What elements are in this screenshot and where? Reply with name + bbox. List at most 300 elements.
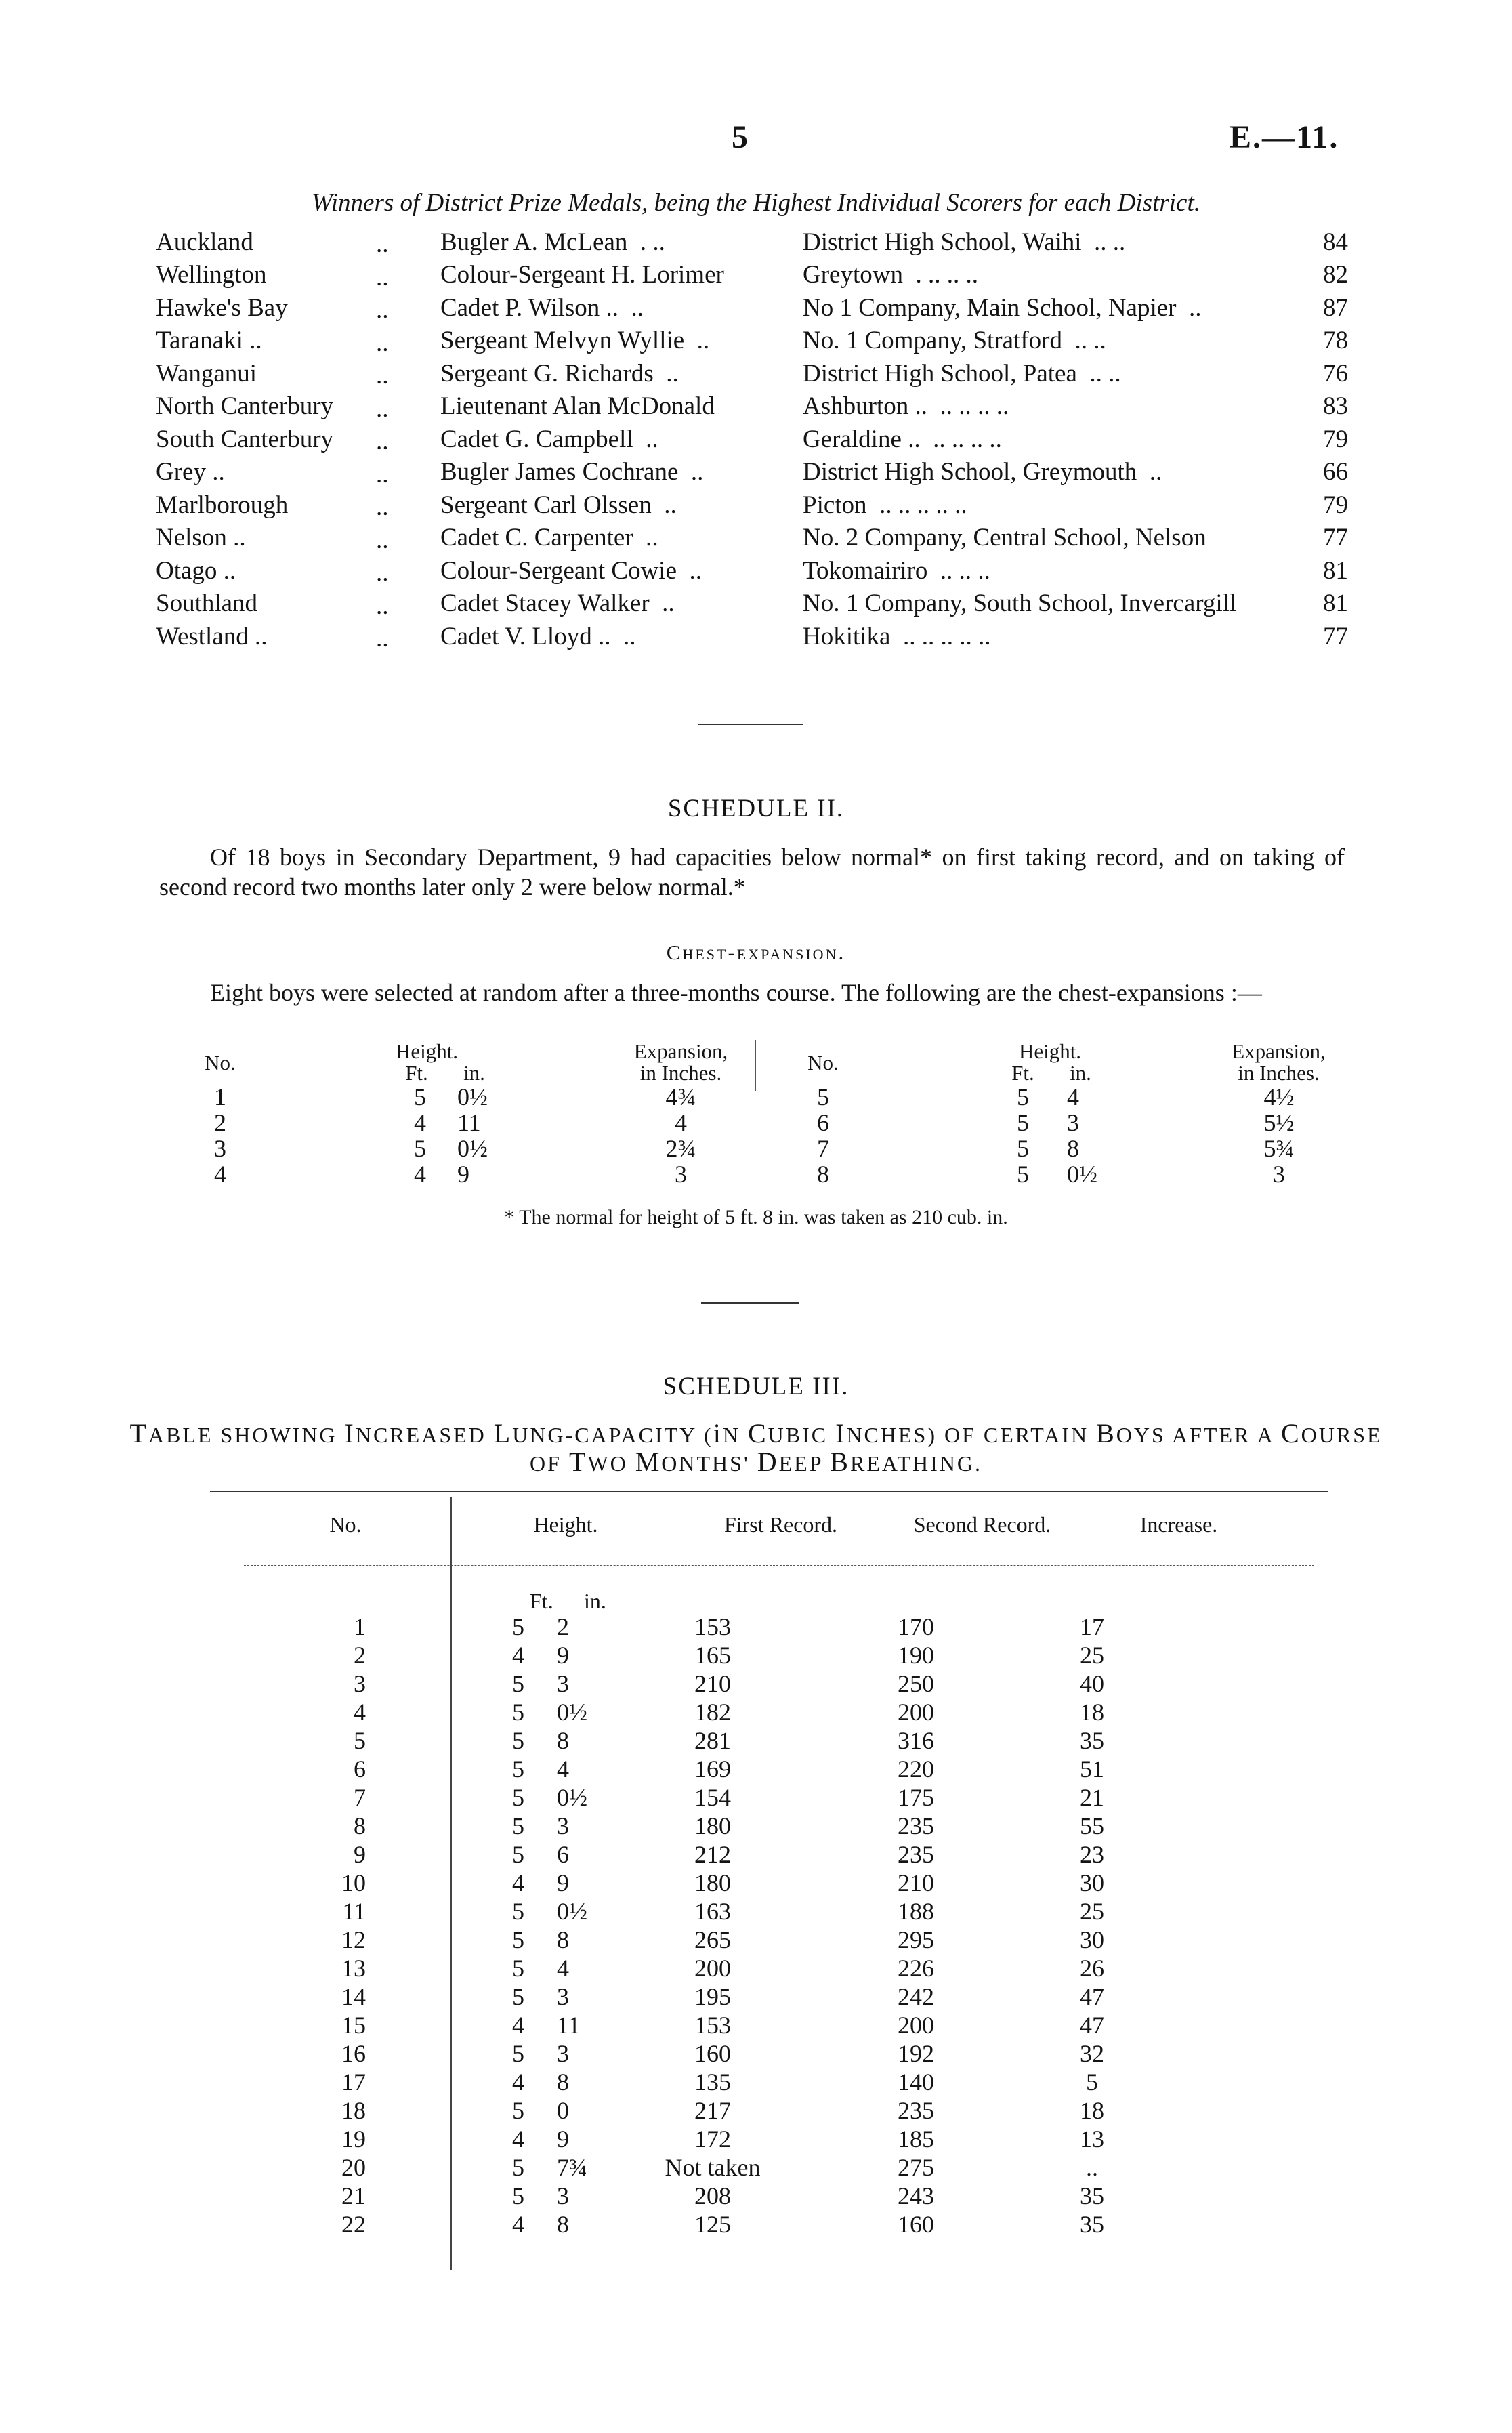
chest-row-no: 2 xyxy=(214,1109,226,1136)
lung-capacity-row xyxy=(0,1641,1187,1669)
district-name: North Canterbury xyxy=(156,392,334,421)
chest-row-ft: 5 xyxy=(1017,1083,1029,1110)
chest-row-ft: 5 xyxy=(1017,1135,1029,1162)
lung-row-second-record: 175 xyxy=(898,1784,934,1811)
lung-row-second-record: 243 xyxy=(898,2182,934,2209)
chest-expansion-header-left: Expansion, xyxy=(633,1039,728,1063)
lung-row-in: 4 xyxy=(557,1755,569,1783)
lung-row-ft: 5 xyxy=(512,1983,524,2010)
lung-row-no: 17 xyxy=(341,2068,366,2096)
lung-row-in: 9 xyxy=(557,1869,569,1896)
lung-row-in: 2 xyxy=(557,1613,569,1640)
lung-row-no: 20 xyxy=(341,2154,366,2181)
winner-name: Colour-Sergeant Cowie xyxy=(440,556,677,585)
leader-dots: .. xyxy=(376,230,389,258)
chest-row-in: 9 xyxy=(457,1161,469,1188)
lung-row-ft: 5 xyxy=(512,2040,524,2067)
chest-expansion-heading: Chest-expansion. xyxy=(666,940,846,964)
district-name: Marlborough xyxy=(156,491,289,519)
district-medal-row xyxy=(156,456,1348,489)
lung-row-in: 8 xyxy=(557,2068,569,2096)
lung-row-in: 3 xyxy=(557,1670,569,1697)
score: 76 xyxy=(1323,359,1348,388)
lung-row-no: 2 xyxy=(354,1642,366,1669)
lung-row-first-record: 195 xyxy=(694,1983,731,2010)
lung-row-in: 7¾ xyxy=(557,2154,587,2181)
district-name: Taranaki .. xyxy=(156,327,262,355)
lung-header-first-record: First Record. xyxy=(723,1512,838,1537)
chest-row-no: 4 xyxy=(214,1161,226,1188)
lung-row-first-record: 200 xyxy=(694,1955,731,1982)
school-name: Hokitika xyxy=(803,622,891,650)
lung-row-in: 3 xyxy=(557,2040,569,2067)
lung-row-increase: 47 xyxy=(1080,1983,1104,2010)
lung-capacity-row xyxy=(0,2096,1187,2125)
school-name: District High School, Greymouth xyxy=(803,458,1137,486)
winner-name: Sergeant G. Richards xyxy=(440,359,654,388)
lung-header-second-record: Second Record. xyxy=(913,1512,1051,1537)
lung-row-first-record: 180 xyxy=(694,1812,731,1839)
leader-dots: .. .. xyxy=(1089,359,1121,388)
lung-row-second-record: 185 xyxy=(898,2125,934,2153)
chest-height-header-right: Height. xyxy=(1018,1039,1082,1063)
score: 79 xyxy=(1323,425,1348,453)
lung-row-increase: 47 xyxy=(1080,2012,1104,2039)
lung-row-in: 0½ xyxy=(557,1898,587,1925)
chest-expansion-header-right: Expansion, xyxy=(1232,1039,1326,1063)
lung-row-second-record: 170 xyxy=(898,1613,934,1640)
schedule-3-caption-line-1: TABLE SHOWING INCREASED LUNG-CAPACITY (iN CUBIC INCHES) OF CERTAIN BOYS AFTER A COURSE xyxy=(129,1418,1383,1449)
lung-row-no: 22 xyxy=(341,2211,366,2238)
lung-row-first-record: 208 xyxy=(694,2182,731,2209)
leader-dots: .. xyxy=(376,263,389,291)
lung-row-increase: 17 xyxy=(1080,1613,1104,1640)
leader-dots: .. xyxy=(376,591,389,620)
lung-row-increase: 32 xyxy=(1080,2040,1104,2067)
leader-dots: .. .. .. xyxy=(940,556,990,585)
lung-row-first-record: 182 xyxy=(694,1699,731,1726)
leader-dots: .. xyxy=(666,359,679,388)
score: 83 xyxy=(1323,392,1348,421)
lung-header-height: Height. xyxy=(533,1512,598,1537)
chest-row-in: 0½ xyxy=(457,1135,488,1162)
lung-row-ft: 4 xyxy=(512,1869,524,1896)
score: 81 xyxy=(1323,589,1348,618)
district-medal-row xyxy=(156,554,1348,587)
chest-row-expansion: 4 xyxy=(675,1109,687,1136)
document-code: E.—11. xyxy=(1230,119,1339,155)
chest-row-ft: 5 xyxy=(414,1083,426,1110)
lung-ft-label: Ft. xyxy=(530,1589,553,1613)
school-name: Ashburton .. xyxy=(803,392,927,421)
lung-row-in: 0½ xyxy=(557,1699,587,1726)
score: 81 xyxy=(1323,556,1348,585)
lung-capacity-row xyxy=(0,2068,1187,2096)
lung-capacity-row xyxy=(0,1812,1187,1840)
lung-row-no: 9 xyxy=(354,1841,366,1868)
chest-row-expansion: 4½ xyxy=(1263,1083,1295,1110)
score: 84 xyxy=(1323,228,1348,256)
chest-row-no: 1 xyxy=(214,1083,226,1110)
lung-row-first-record: 210 xyxy=(694,1670,731,1697)
leader-dots: .. xyxy=(689,556,702,585)
leader-dots: .. xyxy=(376,460,389,488)
lung-row-increase: 30 xyxy=(1080,1869,1104,1896)
district-name: Otago .. xyxy=(156,556,236,585)
chest-row-expansion: 4¾ xyxy=(665,1083,696,1110)
lung-table-header-rule xyxy=(244,1565,1314,1566)
chest-row-ft: 5 xyxy=(1017,1109,1029,1136)
district-name: Grey .. xyxy=(156,458,225,486)
lung-row-second-record: 235 xyxy=(898,2097,934,2124)
schedule-3-title: SCHEDULE III. xyxy=(663,1373,849,1400)
schedule-2-paragraph: Of 18 boys in Secondary Department, 9 had capacities below normal* on first taking record, and on taking of second record two months later only 2 were below normal.* xyxy=(159,844,1345,900)
lung-row-in: 9 xyxy=(557,2125,569,2153)
lung-row-second-record: 242 xyxy=(898,1983,934,2010)
lung-row-in: 11 xyxy=(557,2012,581,2039)
lung-row-first-record: 160 xyxy=(694,2040,731,2067)
lung-row-no: 14 xyxy=(341,1983,366,2010)
chest-height-header-left: Height. xyxy=(395,1039,459,1063)
lung-row-second-record: 190 xyxy=(898,1642,934,1669)
lung-row-first-record: 125 xyxy=(694,2211,731,2238)
lung-row-second-record: 316 xyxy=(898,1727,934,1754)
lung-table-top-rule xyxy=(210,1491,1328,1492)
leader-dots: .. xyxy=(376,394,389,423)
chest-row-in: 8 xyxy=(1067,1135,1079,1162)
school-name: No 1 Company, Main School, Napier xyxy=(803,293,1177,322)
lung-capacity-row xyxy=(0,2125,1187,2153)
district-medal-row xyxy=(156,357,1348,390)
lung-row-second-record: 200 xyxy=(898,1699,934,1726)
chest-row-expansion: 3 xyxy=(1273,1161,1285,1188)
leader-dots: .. xyxy=(376,559,389,587)
chest-row-expansion: 5½ xyxy=(1263,1109,1295,1136)
lung-row-increase: 25 xyxy=(1080,1898,1104,1925)
chest-in-header-right: in. xyxy=(1070,1061,1091,1085)
winner-name: Bugler A. McLean xyxy=(440,228,628,256)
lung-row-in: 9 xyxy=(557,1642,569,1669)
lung-row-ft: 5 xyxy=(512,2154,524,2181)
school-name: Geraldine .. xyxy=(803,425,921,453)
lung-row-first-record: 135 xyxy=(694,2068,731,2096)
leader-dots: .. xyxy=(623,622,636,650)
lung-row-increase: 35 xyxy=(1080,2211,1104,2238)
lung-row-second-record: 200 xyxy=(898,2012,934,2039)
leader-dots: .. xyxy=(376,625,389,652)
chest-expansion-footnote: * The normal for height of 5 ft. 8 in. was taken as 210 cub. in. xyxy=(504,1206,1008,1228)
chest-row-no: 7 xyxy=(817,1135,829,1162)
lung-header-no: No. xyxy=(329,1512,362,1537)
lung-capacity-row xyxy=(0,1954,1187,1982)
lung-row-ft: 5 xyxy=(512,1784,524,1811)
lung-row-second-record: 275 xyxy=(898,2154,934,2181)
score: 77 xyxy=(1323,524,1348,552)
lung-row-increase: .. xyxy=(1086,2154,1098,2181)
district-name: Hawke's Bay xyxy=(156,293,288,322)
lung-row-first-record: Not taken xyxy=(665,2154,761,2181)
lung-capacity-row xyxy=(0,2182,1187,2210)
lung-row-in: 3 xyxy=(557,1983,569,2010)
district-name: South Canterbury xyxy=(156,425,334,453)
lung-row-ft: 5 xyxy=(512,1727,524,1754)
lung-row-no: 21 xyxy=(341,2182,366,2209)
lung-row-first-record: 265 xyxy=(694,1926,731,1953)
winner-name: Cadet C. Carpenter xyxy=(440,524,633,552)
section-divider xyxy=(698,724,803,725)
lung-row-no: 18 xyxy=(341,2097,366,2124)
lung-row-increase: 18 xyxy=(1080,1699,1104,1726)
lung-row-first-record: 165 xyxy=(694,1642,731,1669)
lung-row-second-record: 295 xyxy=(898,1926,934,1953)
district-name: Wellington xyxy=(156,261,267,289)
lung-row-increase: 35 xyxy=(1080,1727,1104,1754)
lung-capacity-row xyxy=(0,1897,1187,1926)
lung-row-increase: 5 xyxy=(1086,2068,1098,2096)
lung-row-no: 5 xyxy=(354,1727,366,1754)
lung-row-first-record: 169 xyxy=(694,1755,731,1783)
lung-row-ft: 5 xyxy=(512,1670,524,1697)
lung-row-ft: 4 xyxy=(512,2125,524,2153)
lung-row-in: 6 xyxy=(557,1841,569,1868)
winner-name: Cadet P. Wilson .. xyxy=(440,293,619,322)
school-name: No. 2 Company, Central School, Nelson xyxy=(803,524,1206,552)
lung-row-no: 3 xyxy=(354,1670,366,1697)
chest-inches-header-right: in Inches. xyxy=(1238,1061,1320,1085)
lung-row-ft: 5 xyxy=(512,1926,524,1953)
chest-row-in: 0½ xyxy=(457,1083,488,1110)
lung-capacity-table xyxy=(0,1613,1187,2239)
lung-row-ft: 5 xyxy=(512,2097,524,2124)
lung-row-second-record: 210 xyxy=(898,1869,934,1896)
lung-row-no: 8 xyxy=(354,1812,366,1839)
district-medal-row xyxy=(156,423,1348,456)
chest-row-no: 6 xyxy=(817,1109,829,1136)
district-medal-row xyxy=(156,291,1348,325)
district-medal-row xyxy=(156,587,1348,621)
district-name: Auckland xyxy=(156,228,253,256)
lung-capacity-row xyxy=(0,1613,1187,1641)
chest-row-in: 4 xyxy=(1067,1083,1079,1110)
leader-dots: . .. .. .. xyxy=(915,261,978,289)
district-name: Southland xyxy=(156,589,258,618)
lung-capacity-row xyxy=(0,1840,1187,1869)
leader-dots: .. xyxy=(376,296,389,324)
lung-row-second-record: 226 xyxy=(898,1955,934,1982)
lung-row-increase: 26 xyxy=(1080,1955,1104,1982)
chest-row-expansion: 3 xyxy=(675,1161,687,1188)
lung-capacity-row xyxy=(0,1783,1187,1812)
lung-row-second-record: 192 xyxy=(898,2040,934,2067)
lung-row-increase: 18 xyxy=(1080,2097,1104,2124)
district-medal-row xyxy=(156,259,1348,292)
winner-name: Sergeant Carl Olssen xyxy=(440,491,652,519)
lung-row-ft: 5 xyxy=(512,2182,524,2209)
lung-row-first-record: 212 xyxy=(694,1841,731,1868)
lung-row-second-record: 140 xyxy=(898,2068,934,2096)
lung-capacity-row xyxy=(0,1755,1187,1783)
lung-row-no: 6 xyxy=(354,1755,366,1783)
lung-row-second-record: 250 xyxy=(898,1670,934,1697)
lung-capacity-row xyxy=(0,1669,1187,1698)
district-medals-table xyxy=(156,226,1348,653)
lung-row-in: 8 xyxy=(557,1727,569,1754)
lung-capacity-row xyxy=(0,1698,1187,1726)
district-name: Nelson .. xyxy=(156,524,246,552)
leader-dots: .. xyxy=(376,329,389,357)
lung-row-no: 15 xyxy=(341,2012,366,2039)
lung-row-first-record: 281 xyxy=(694,1727,731,1754)
lung-capacity-row xyxy=(0,1726,1187,1755)
leader-dots: .. xyxy=(1149,458,1162,486)
leader-dots: .. xyxy=(376,526,389,554)
school-name: No. 1 Company, South School, Invercargill xyxy=(803,589,1237,618)
leader-dots: .. .. .. .. xyxy=(933,425,1002,453)
lung-capacity-row xyxy=(0,1926,1187,1954)
leader-dots: .. .. .. .. xyxy=(940,392,1009,421)
lung-capacity-row xyxy=(0,1982,1187,2011)
lung-row-first-record: 180 xyxy=(694,1869,731,1896)
lung-row-increase: 23 xyxy=(1080,1841,1104,1868)
lung-row-increase: 13 xyxy=(1080,2125,1104,2153)
lung-capacity-row xyxy=(0,2153,1187,2182)
district-medal-row xyxy=(156,390,1348,423)
lung-row-in: 3 xyxy=(557,1812,569,1839)
lung-row-second-record: 160 xyxy=(898,2211,934,2238)
lung-capacity-row xyxy=(0,2011,1187,2039)
leader-dots: .. xyxy=(376,493,389,521)
winner-name: Sergeant Melvyn Wyllie xyxy=(440,327,685,355)
lung-row-no: 12 xyxy=(341,1926,366,1953)
school-name: District High School, Patea xyxy=(803,359,1077,388)
lung-row-in: 3 xyxy=(557,2182,569,2209)
lung-row-increase: 40 xyxy=(1080,1670,1104,1697)
lung-header-increase: Increase. xyxy=(1139,1512,1218,1537)
lung-capacity-row xyxy=(0,1869,1187,1897)
district-medal-row xyxy=(156,325,1348,358)
lung-row-ft: 5 xyxy=(512,1613,524,1640)
chest-row-expansion: 2¾ xyxy=(665,1135,696,1162)
chest-no-header-left: No. xyxy=(205,1051,236,1075)
district-medals-title: Winners of District Prize Medals, being the Highest Individual Scorers for each District. xyxy=(312,189,1200,217)
lung-capacity-row xyxy=(0,2039,1187,2068)
leader-dots: .. xyxy=(1189,293,1202,322)
lung-row-ft: 4 xyxy=(512,2068,524,2096)
chest-row-no: 5 xyxy=(817,1083,829,1110)
score: 78 xyxy=(1323,327,1348,355)
schedule-2-title: SCHEDULE II. xyxy=(667,795,845,823)
chest-row-ft: 5 xyxy=(414,1135,426,1162)
leader-dots: .. xyxy=(646,524,658,552)
winner-name: Cadet V. Lloyd .. xyxy=(440,622,611,650)
lung-row-no: 4 xyxy=(354,1699,366,1726)
lung-row-increase: 25 xyxy=(1080,1642,1104,1669)
chest-row-no: 8 xyxy=(817,1161,829,1188)
leader-dots: .. xyxy=(690,458,704,486)
district-name: Westland .. xyxy=(156,622,268,650)
lung-row-in: 0½ xyxy=(557,1784,587,1811)
chest-row-in: 11 xyxy=(457,1109,481,1136)
lung-row-no: 1 xyxy=(354,1613,366,1640)
lung-row-increase: 35 xyxy=(1080,2182,1104,2209)
lung-row-ft: 5 xyxy=(512,1812,524,1839)
schedule-3-caption-line-2: OF TWO MONTHS' DEEP BREATHING. xyxy=(530,1447,982,1477)
lung-row-increase: 21 xyxy=(1080,1784,1104,1811)
lung-row-first-record: 172 xyxy=(694,2125,731,2153)
lung-row-ft: 5 xyxy=(512,1898,524,1925)
chest-column-separator xyxy=(755,1040,756,1091)
lung-row-in: 4 xyxy=(557,1955,569,1982)
school-name: Greytown xyxy=(803,261,903,289)
leader-dots: .. .. xyxy=(1074,327,1106,355)
lung-row-no: 13 xyxy=(341,1955,366,1982)
score: 82 xyxy=(1323,261,1348,289)
leader-dots: .. xyxy=(646,425,658,453)
score: 87 xyxy=(1323,293,1348,322)
chest-ft-header-right: Ft. xyxy=(1011,1061,1034,1085)
lung-row-second-record: 188 xyxy=(898,1898,934,1925)
leader-dots: .. xyxy=(696,327,710,355)
district-medal-row xyxy=(156,226,1348,259)
lung-row-no: 7 xyxy=(354,1784,366,1811)
score: 79 xyxy=(1323,491,1348,519)
chest-expansion-intro: Eight boys were selected at random after a three-months course. The following are the chest-expansions :— xyxy=(210,979,1262,1006)
chest-row-no: 3 xyxy=(214,1135,226,1162)
leader-dots: .. xyxy=(662,589,675,618)
lung-row-no: 16 xyxy=(341,2040,366,2067)
lung-in-label: in. xyxy=(584,1589,606,1613)
lung-row-in: 8 xyxy=(557,1926,569,1953)
score: 77 xyxy=(1323,622,1348,650)
chest-in-header-left: in. xyxy=(463,1061,485,1085)
leader-dots: .. xyxy=(376,362,389,390)
school-name: District High School, Waihi xyxy=(803,228,1082,256)
winner-name: Lieutenant Alan McDonald xyxy=(440,392,715,421)
lung-row-no: 10 xyxy=(341,1869,366,1896)
school-name: Tokomairiro xyxy=(803,556,928,585)
lung-row-ft: 5 xyxy=(512,1841,524,1868)
lung-row-ft: 4 xyxy=(512,2012,524,2039)
lung-row-ft: 5 xyxy=(512,1755,524,1783)
lung-row-second-record: 235 xyxy=(898,1841,934,1868)
lung-row-increase: 30 xyxy=(1080,1926,1104,1953)
winner-name: Cadet G. Campbell xyxy=(440,425,633,453)
lung-row-in: 8 xyxy=(557,2211,569,2238)
lung-row-first-record: 154 xyxy=(694,1784,731,1811)
winner-name: Colour-Sergeant H. Lorimer xyxy=(440,261,724,289)
chest-row-ft: 4 xyxy=(414,1109,426,1136)
leader-dots: .. .. .. .. .. xyxy=(902,622,991,650)
chest-row-expansion: 5¾ xyxy=(1263,1135,1295,1162)
leader-dots: .. xyxy=(664,491,677,519)
school-name: No. 1 Company, Stratford xyxy=(803,327,1062,355)
leader-dots: .. xyxy=(376,428,389,455)
chest-no-header-right: No. xyxy=(807,1051,839,1075)
district-medal-row xyxy=(156,488,1348,522)
lung-capacity-row xyxy=(0,2210,1187,2239)
lung-row-ft: 4 xyxy=(512,1642,524,1669)
leader-dots: .. .. .. .. .. xyxy=(879,491,967,519)
chest-ft-header-left: Ft. xyxy=(405,1061,428,1085)
chest-row-ft: 5 xyxy=(1017,1161,1029,1188)
lung-row-ft: 4 xyxy=(512,2211,524,2238)
lung-row-no: 11 xyxy=(342,1898,366,1925)
lung-row-increase: 51 xyxy=(1080,1755,1104,1783)
lung-row-second-record: 235 xyxy=(898,1812,934,1839)
leader-dots: .. .. xyxy=(1094,228,1126,256)
school-name: Picton xyxy=(803,491,867,519)
lung-row-first-record: 153 xyxy=(694,1613,731,1640)
